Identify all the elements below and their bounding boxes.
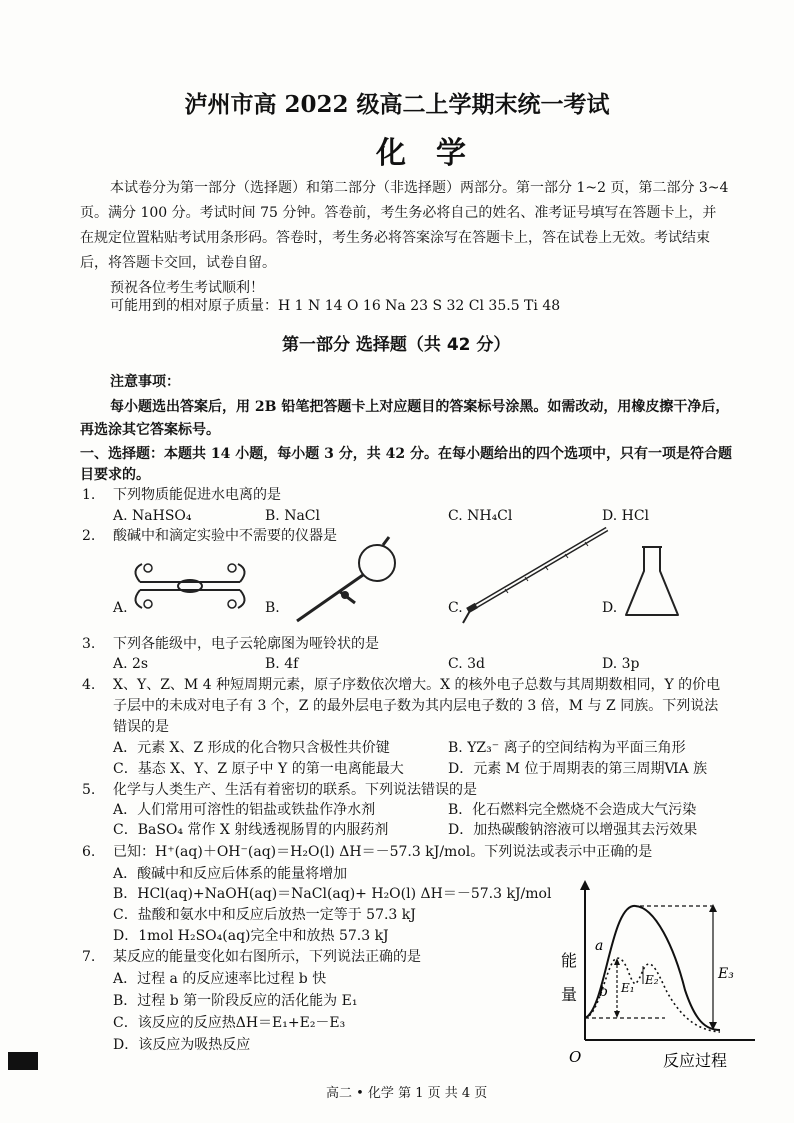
q2-option-b: B. [265,600,280,616]
q4-stem-line-3: 错误的是 [113,719,169,735]
q6-stem: 已知：H⁺(aq)＋OH⁻(aq)＝H₂O(l) ΔH＝－57.3 kJ/mol。下列说法或表示中正确的是 [113,844,653,860]
q5-option-a: A．人们常用可溶性的铝盐或铁盐作净水剂 [113,802,376,818]
energy-curve-a [585,906,720,1030]
q7-option-c: C．该反应的反应热ΔH＝E₁+E₂－E₃ [113,1015,346,1031]
label-e3: E₃ [718,966,734,982]
q5-option-d: D．加热碳酸钠溶液可以增强其去污效果 [448,822,698,838]
q6-option-d: D．1mol H₂SO₄(aq)完全中和放热 57.3 kJ [113,928,389,944]
q6-number: 6. [82,844,96,860]
energy-ylabel-top: 能 [561,951,578,970]
q1-option-a: A. NaHSO₄ [113,508,192,524]
q4-stem-line-1: X、Y、Z、M 4 种短周期元素，原子序数依次增大。X 的核外电子总数与其周期数相同，Y 的价电 [113,677,721,693]
q2-option-a: A. [113,600,128,616]
intro-line-3: 在规定位置粘贴考试用条形码。答卷时，考生务必将答案涂写在答题卡上，答在试卷上无效。考试结束 [80,230,710,246]
part1-heading: 第一部分 选择题（共 42 分） [282,335,511,355]
energy-y-arrow [580,880,590,890]
q1-stem: 下列物质能促进水电离的是 [113,487,281,503]
q3-option-d: D. 3p [602,656,640,672]
instruction-line-1: 一、选择题：本题共 14 小题，每小题 3 分，共 42 分。在每小题给出的四个选项中，只有一项是符合题 [80,446,732,462]
q1-option-d: D. HCl [602,508,650,524]
notice-title: 注意事项： [110,374,180,390]
q2-stem: 酸碱中和滴定实验中不需要的仪器是 [113,528,337,544]
intro-line-1: 本试卷分为第一部分（选择题）和第二部分（非选择题）两部分。第一部分 1~2 页，第二部分 3~4 [110,180,729,196]
label-e1: E₁ [621,981,635,995]
energy-diagram [555,880,765,1075]
intro-line-2: 页。满分 100 分。考试时间 75 分钟。答卷前，考生务必将自己的姓名、准考证号填写在答题卡上，并 [80,205,717,221]
q5-number: 5. [82,782,96,798]
energy-origin: O [569,1048,582,1066]
conical-flask-drawing [622,545,682,620]
q6-option-a: A．酸碱中和反应后体系的能量将增加 [113,866,348,882]
q3-stem: 下列各能级中，电子云轮廓图为哑铃状的是 [113,636,379,652]
separatory-funnel-drawing [285,535,405,625]
subject-title: 化学 [376,136,496,171]
q7-number: 7. [82,949,96,965]
q4-option-c: C．基态 X、Y、Z 原子中 Y 的第一电离能最大 [113,761,404,777]
instruction-line-2: 目要求的。 [80,467,150,483]
q5-option-b: B．化石燃料完全燃烧不会造成大气污染 [448,802,697,818]
q4-stem-line-2: 子层中的未成对电子有 3 个，Z 的最外层电子数为其内层电子数的 3 倍，M 与 Z 同族。下列说法 [113,698,719,714]
q4-number: 4. [82,677,96,693]
energy-ylabel-bottom: 量 [561,985,578,1004]
q3-option-a: A. 2s [113,656,149,672]
q1-option-b: B. NaCl [265,508,320,524]
q2-option-c: C. [448,600,463,616]
q1-option-c: C. NH₄Cl [448,508,513,524]
atomic-masses: 可能用到的相对原子质量：H 1 N 14 O 16 Na 23 S 32 Cl 35.5 Ti 48 [110,298,561,314]
page-footer: 高二 • 化学 第 1 页 共 4 页 [326,1086,488,1101]
q4-option-a: A．元素 X、Z 形成的化合物只含极性共价键 [113,740,390,756]
notice-line-2: 再选涂其它答案标号。 [80,422,220,438]
q4-option-b: B. YZ₃⁻ 离子的空间结构为平面三角形 [448,740,686,756]
burette-clamp-drawing [130,560,250,610]
q6-option-b: B．HCl(aq)+NaOH(aq)＝NaCl(aq)+ H₂O(l) ΔH＝－57.3 kJ/mol [113,886,552,902]
label-a: a [595,938,604,954]
q4-option-d: D．元素 M 位于周期表的第三周期ⅥA 族 [448,761,708,777]
q2-option-d: D. [602,600,618,616]
q3-option-b: B. 4f [265,656,299,672]
intro-wish: 预祝各位考生考试顺利！ [110,280,264,296]
q7-option-d: D．该反应为吸热反应 [113,1037,251,1053]
label-b: b [599,984,608,1000]
burette-drawing [455,525,618,625]
q1-number: 1. [82,487,96,503]
scan-mark [8,1052,38,1070]
q5-option-c: C．BaSO₄ 常作 X 射线透视肠胃的内服药剂 [113,822,389,838]
label-e2: E₂ [645,973,659,987]
q7-stem: 某反应的能量变化如右图所示，下列说法正确的是 [113,949,421,965]
q2-number: 2. [82,528,96,544]
q5-stem: 化学与人类生产、生活有着密切的联系。下列说法错误的是 [113,782,477,798]
intro-line-4: 后，将答题卡交回，试卷自留。 [80,255,276,271]
q3-option-c: C. 3d [448,656,485,672]
exam-title: 泸州市高 2022 级高二上学期末统一考试 [184,91,610,118]
notice-line-1: 每小题选出答案后，用 2B 铅笔把答题卡上对应题目的答案标号涂黑。如需改动，用橡皮擦干净后， [110,399,730,415]
q7-option-b: B．过程 b 第一阶段反应的活化能为 E₁ [113,993,358,1009]
q6-option-c: C．盐酸和氨水中和反应后放热一定等于 57.3 kJ [113,907,416,923]
q3-number: 3. [82,636,96,652]
energy-xlabel: 反应过程 [663,1051,728,1070]
q7-option-a: A．过程 a 的反应速率比过程 b 快 [113,971,327,987]
